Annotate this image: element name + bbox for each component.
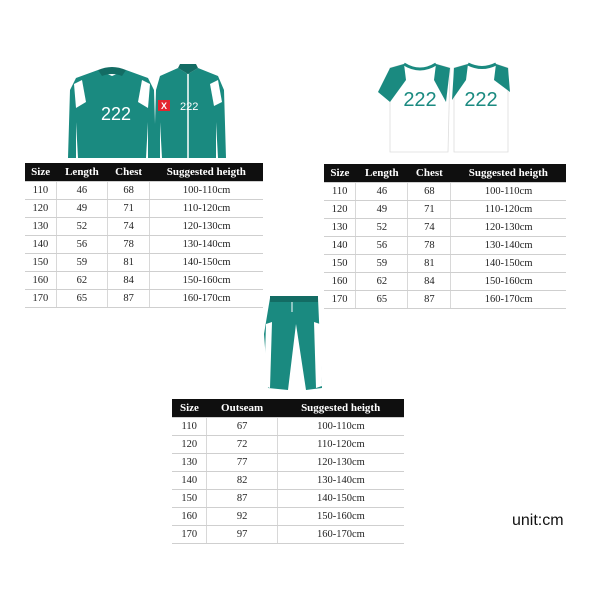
table-cell: 150-160cm (277, 508, 404, 526)
table-cell: 120-130cm (451, 219, 566, 237)
table-cell: 120-130cm (150, 218, 263, 236)
table-cell: 71 (408, 201, 451, 219)
table-cell: 84 (108, 272, 150, 290)
table-cell: 160-170cm (150, 290, 263, 308)
table-row (172, 472, 404, 490)
jacket-image (60, 62, 230, 160)
table-header-row (324, 164, 566, 183)
tshirt-back-number: 222 (464, 89, 498, 111)
table-row (25, 182, 263, 200)
table-cell: 68 (108, 182, 150, 200)
table-cell: 87 (408, 291, 451, 309)
column-header: Size (324, 164, 356, 183)
table-row (172, 526, 404, 544)
table-row (172, 418, 404, 436)
table-cell: 87 (207, 490, 277, 508)
table-cell: 67 (207, 418, 277, 436)
table-cell: 160 (324, 273, 356, 291)
table-row (25, 218, 263, 236)
table-cell: 59 (56, 254, 107, 272)
table-cell: 110-120cm (150, 200, 263, 218)
table-row (25, 290, 263, 308)
pants-image (262, 294, 324, 394)
table-row (172, 490, 404, 508)
table-cell: 110 (172, 418, 207, 436)
table-cell: 81 (408, 255, 451, 273)
table-cell: 110 (25, 182, 56, 200)
table-cell: 71 (108, 200, 150, 218)
table-cell: 87 (108, 290, 150, 308)
column-header: Chest (108, 163, 150, 182)
table-cell: 170 (324, 291, 356, 309)
tshirt-back (452, 64, 510, 152)
column-header: Length (356, 164, 408, 183)
table-cell: 56 (56, 236, 107, 254)
table-row (324, 183, 566, 201)
jacket-size-table (25, 163, 263, 308)
table-row (324, 273, 566, 291)
table-cell: 97 (207, 526, 277, 544)
table-cell: 120-130cm (277, 454, 404, 472)
table-cell: 110-120cm (277, 436, 404, 454)
table-cell: 62 (356, 273, 408, 291)
column-header: Outseam (207, 399, 277, 418)
table-cell: 120 (324, 201, 356, 219)
table-cell: 46 (356, 183, 408, 201)
table-cell: 68 (408, 183, 451, 201)
table-cell: 140-150cm (277, 490, 404, 508)
table-cell: 100-110cm (150, 182, 263, 200)
table-cell: 92 (207, 508, 277, 526)
table-cell: 120 (25, 200, 56, 218)
table-cell: 74 (408, 219, 451, 237)
tshirt-front (378, 64, 450, 152)
table-cell: 150-160cm (150, 272, 263, 290)
table-cell: 100-110cm (451, 183, 566, 201)
table-cell: 130 (172, 454, 207, 472)
table-row (324, 291, 566, 309)
table-cell: 100-110cm (277, 418, 404, 436)
table-cell: 78 (108, 236, 150, 254)
table-row (324, 255, 566, 273)
table-cell: 170 (25, 290, 56, 308)
table-cell: 130 (25, 218, 56, 236)
table-cell: 160 (172, 508, 207, 526)
column-header: Length (56, 163, 107, 182)
table-cell: 130-140cm (150, 236, 263, 254)
jacket-back (68, 67, 156, 158)
table-cell: 150 (25, 254, 56, 272)
table-cell: 130-140cm (451, 237, 566, 255)
table-cell: 81 (108, 254, 150, 272)
table-cell: 52 (56, 218, 107, 236)
table-cell: 59 (356, 255, 408, 273)
table-cell: 150 (172, 490, 207, 508)
column-header: Suggested heigth (150, 163, 263, 182)
table-cell: 110 (324, 183, 356, 201)
pants-size-table (172, 399, 404, 544)
table-cell: 56 (356, 237, 408, 255)
table-cell: 62 (56, 272, 107, 290)
table-cell: 160-170cm (451, 291, 566, 309)
table-cell: 130-140cm (277, 472, 404, 490)
table-cell: 78 (408, 237, 451, 255)
column-header: Size (25, 163, 56, 182)
table-row (25, 236, 263, 254)
table-row (172, 508, 404, 526)
table-cell: 170 (172, 526, 207, 544)
table-row (172, 436, 404, 454)
table-cell: 72 (207, 436, 277, 454)
column-header: Suggested heigth (451, 164, 566, 183)
table-cell: 140-150cm (451, 255, 566, 273)
table-cell: 140 (324, 237, 356, 255)
column-header: Chest (408, 164, 451, 183)
table-cell: 160 (25, 272, 56, 290)
column-header: Size (172, 399, 207, 418)
table-cell: 150 (324, 255, 356, 273)
table-cell: 140-150cm (150, 254, 263, 272)
table-cell: 160-170cm (277, 526, 404, 544)
table-row (172, 454, 404, 472)
unit-label: unit:cm (512, 512, 564, 529)
column-header: Suggested heigth (277, 399, 404, 418)
table-row (324, 219, 566, 237)
table-cell: 49 (56, 200, 107, 218)
tshirt-image (376, 62, 512, 158)
tshirt-size-table (324, 164, 566, 309)
table-cell: 49 (356, 201, 408, 219)
table-cell: 74 (108, 218, 150, 236)
table-cell: 65 (356, 291, 408, 309)
jacket-front (154, 64, 226, 158)
table-cell: 65 (56, 290, 107, 308)
table-row (324, 237, 566, 255)
table-cell: 120 (172, 436, 207, 454)
table-row (25, 200, 263, 218)
table-cell: 110-120cm (451, 201, 566, 219)
table-row (25, 272, 263, 290)
table-cell: 46 (56, 182, 107, 200)
table-cell: 77 (207, 454, 277, 472)
table-row (25, 254, 263, 272)
jacket-front-number: 222 (180, 101, 199, 113)
table-row (324, 201, 566, 219)
tshirt-front-number: 222 (403, 89, 437, 111)
jacket-back-number: 222 (100, 104, 132, 124)
table-cell: 150-160cm (451, 273, 566, 291)
table-cell: 84 (408, 273, 451, 291)
table-header-row (172, 399, 404, 418)
jacket-badge-mark: X (160, 101, 168, 111)
table-header-row (25, 163, 263, 182)
table-cell: 130 (324, 219, 356, 237)
table-cell: 140 (172, 472, 207, 490)
table-cell: 140 (25, 236, 56, 254)
table-cell: 82 (207, 472, 277, 490)
table-cell: 52 (356, 219, 408, 237)
